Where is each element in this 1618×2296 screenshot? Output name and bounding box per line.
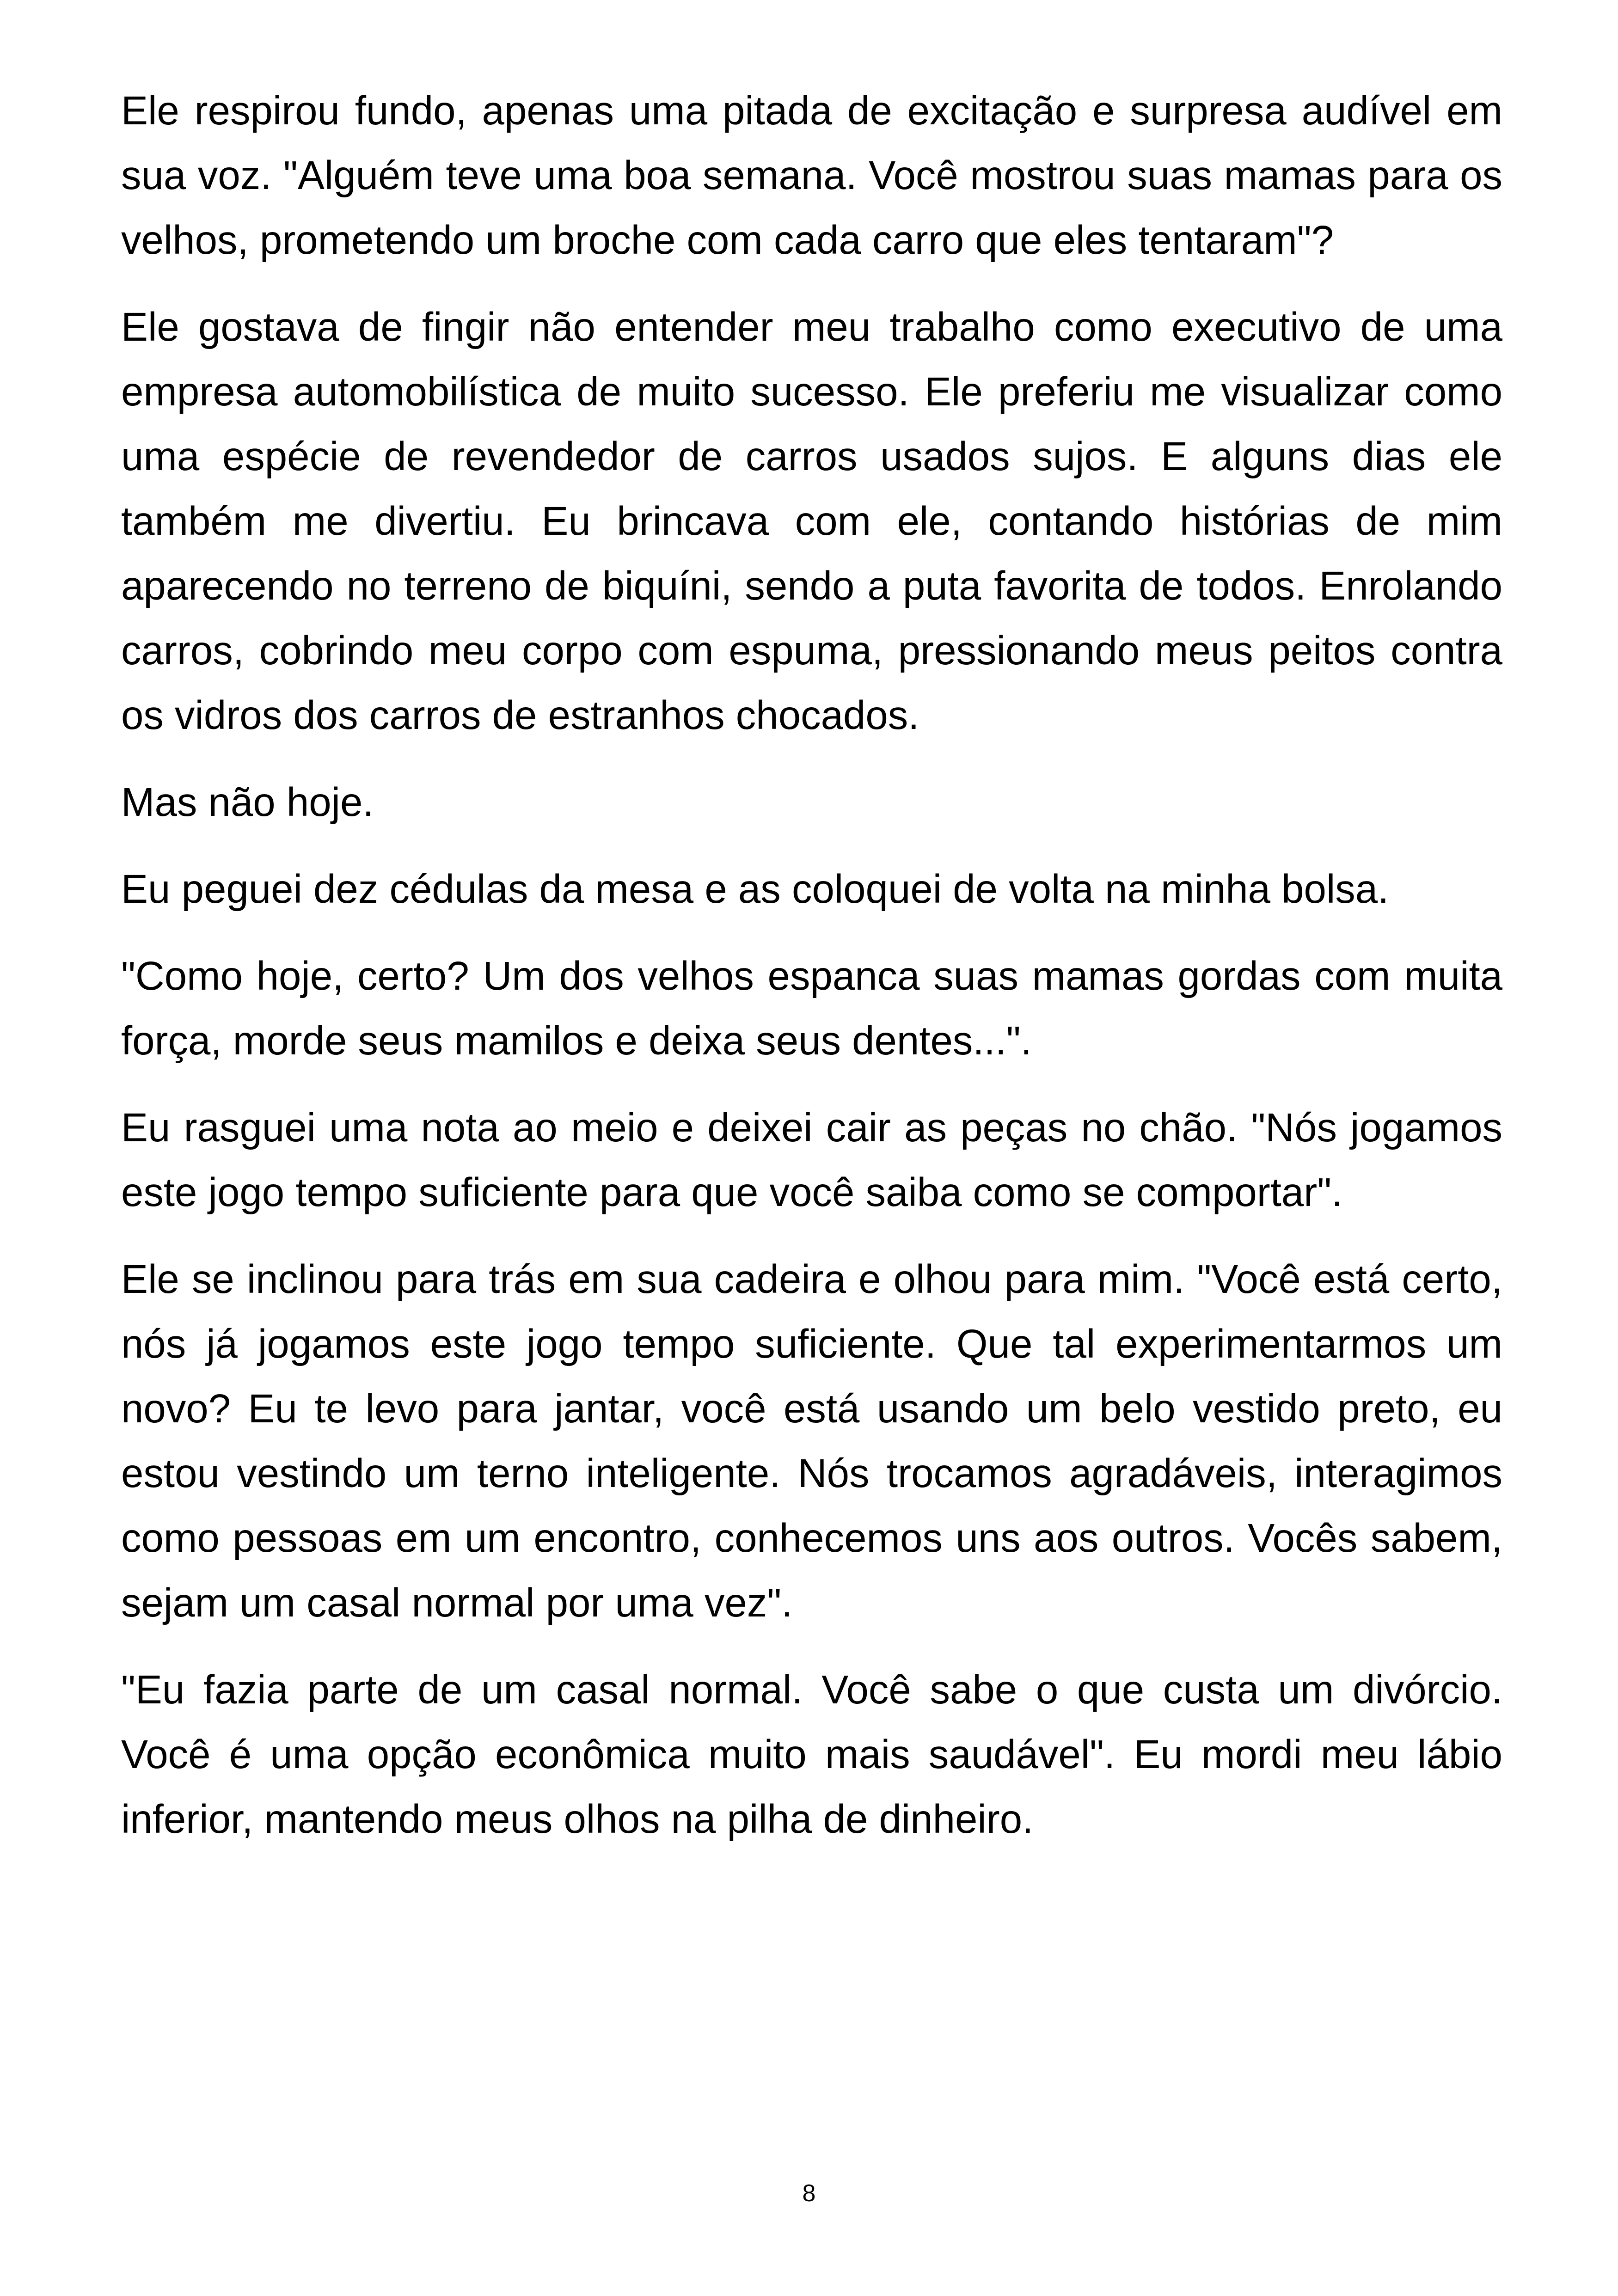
page-number: 8 — [802, 2180, 816, 2207]
paragraph-8: "Eu fazia parte de um casal normal. Você sabe o que custa um divórcio. Você é uma opção econômica muito mais saudável". Eu mordi meu lábio inferior, mantendo meus olhos na pilha de dinheiro. — [121, 1667, 1502, 1842]
paragraph-4: Eu peguei dez cédulas da mesa e as coloquei de volta na minha bolsa. — [121, 867, 1389, 912]
paragraph-3: Mas não hoje. — [121, 780, 374, 825]
paragraph-2: Ele gostava de fingir não entender meu trabalho como executivo de uma empresa automobilística de muito sucesso. Ele preferiu me visualizar como uma espécie de revendedor de carros usados sujos. E alguns dias ele também me divertiu. Eu brincava com ele, contando histórias de mim aparecendo no terreno de biquíni, sendo a puta favorita de todos. Enrolando carros, cobrindo meu corpo com espuma, pressionando meus peitos contra os vidros dos carros de estranhos chocados. — [121, 305, 1502, 738]
paragraph-7: Ele se inclinou para trás em sua cadeira e olhou para mim. "Você está certo, nós já jogamos este jogo tempo suficiente. Que tal experimentarmos um novo? Eu te levo para jantar, você está usando um belo vestido preto, eu estou vestindo um terno inteligente. Nós trocamos agradáveis, interagimos como pessoas em um encontro, conhecemos uns aos outros. Vocês sabem, sejam um casal normal por uma vez". — [121, 1257, 1502, 1625]
paragraph-5: "Como hoje, certo? Um dos velhos espanca suas mamas gordas com muita força, morde seus mamilos e deixa seus dentes...". — [121, 954, 1502, 1063]
page-body — [121, 79, 1502, 1874]
paragraph-6: Eu rasguei uma nota ao meio e deixei cair as peças no chão. "Nós jogamos este jogo tempo suficiente para que você saiba como se comportar". — [121, 1105, 1502, 1215]
paragraph-1: Ele respirou fundo, apenas uma pitada de excitação e surpresa audível em sua voz. "Alguém teve uma boa semana. Você mostrou suas mamas para os velhos, prometendo um broche com cada carro que eles tentaram"? — [121, 88, 1502, 263]
